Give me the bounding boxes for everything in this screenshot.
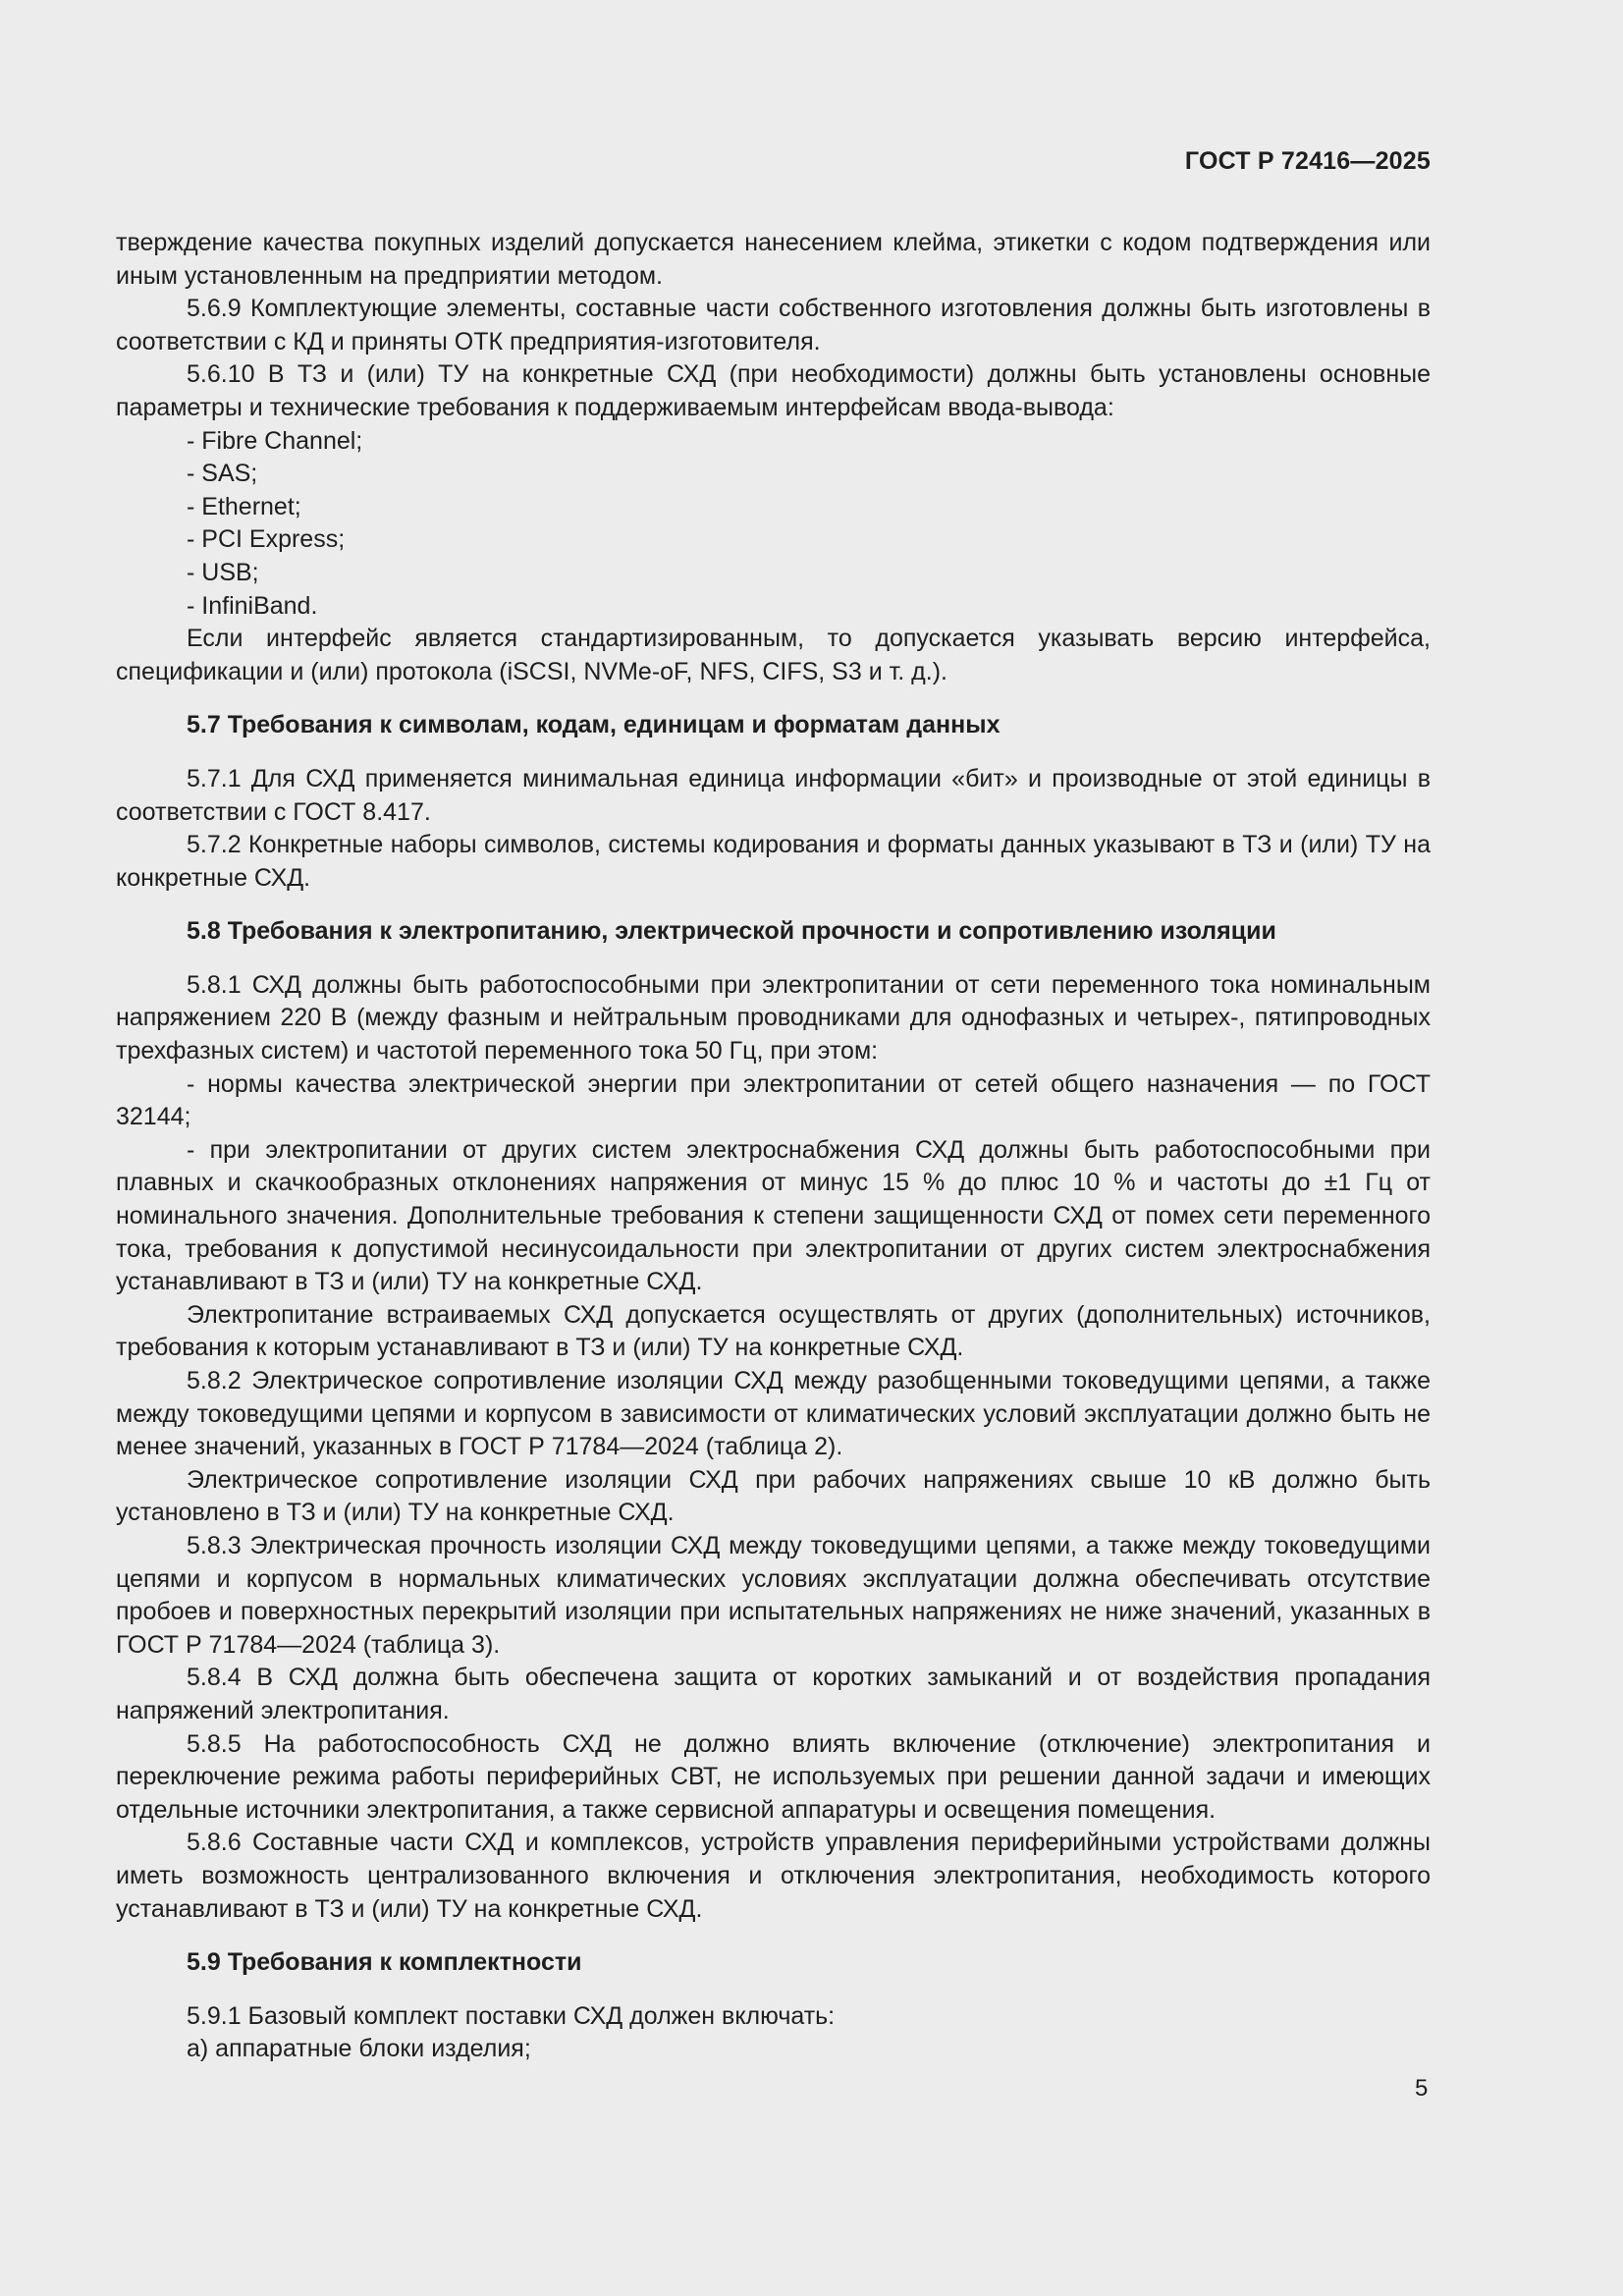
paragraph-5-8-1: 5.8.1 СХД должны быть работоспособными при электропитании от сети переменного тока номинальным напряжением 220 В (между фазным и нейтральным проводниками для однофазных и четырех-, пятипроводных трехфазных систем) и частотой переменного тока 50 Гц, при этом: (116, 970, 1431, 1066)
section-heading-5-9: 5.9 Требования к комплектности (187, 1948, 582, 1977)
paragraph-5-9-1-a: а) аппаратные блоки изделия; (187, 2035, 531, 2063)
section-heading-5-8: 5.8 Требования к электропитанию, электрической прочности и сопротивлению изоляции (187, 917, 1276, 946)
paragraph-5-6-10: 5.6.10 В ТЗ и (или) ТУ на конкретные СХД (при необходимости) должны быть установлены основные параметры и технические требования к поддерживаемым интерфейсам ввода-вывода: (116, 360, 1431, 421)
section-heading-5-7: 5.7 Требования к символам, кодам, единицам и форматам данных (187, 711, 1001, 739)
paragraph-5-8-3: 5.8.3 Электрическая прочность изоляции СХД между токоведущими цепями, а также между токоведущими цепями и корпусом в нормальных климатических условиях эксплуатации должна обеспечивать отсутствие пробоев и поверхностных перекрытий изоляции при испытательных напряжениях не ниже значений, указанных в ГОСТ Р 71784—2024 (таблица 3). (116, 1531, 1431, 1659)
page-number: 5 (1415, 2075, 1429, 2102)
list-item: - PCI Express; (187, 525, 346, 554)
list-item: - SAS; (187, 460, 258, 488)
paragraph-5-8-1-other-systems: - при электропитании от других систем электроснабжения СХД должны быть работоспособными при плавных и скачкообразных отклонениях напряжения от минус 15 % до плюс 10 % и частоты до ±1 Гц от номинального значения. Дополнительные требования к степени защищенности СХД от помех сети переменного тока, требования к допустимой несинусоидальности при электропитании от других систем электроснабжения устанавливают в ТЗ и (или) ТУ на конкретные СХД. (116, 1135, 1431, 1296)
paragraph-5-8-6: 5.8.6 Составные части СХД и комплексов, устройств управления периферийными устройствами должны иметь возможность централизованного включения и отключения электропитания, необходимость которого устанавливают в ТЗ и (или) ТУ на конкретные СХД. (116, 1829, 1431, 1923)
paragraph-5-7-1: 5.7.1 Для СХД применяется минимальная единица информации «бит» и производные от этой единицы в соответствии с ГОСТ 8.417. (116, 764, 1431, 826)
paragraph-5-8-1-embedded: Электропитание встраиваемых СХД допускается осуществлять от других (дополнительных) источников, требования к которым устанавливают в ТЗ и (или) ТУ на конкретные СХД. (116, 1300, 1431, 1362)
paragraph-5-8-2: 5.8.2 Электрическое сопротивление изоляции СХД между разобщенными токоведущими цепями, а также между токоведущими цепями и корпусом в зависимости от климатических условий эксплуатации должно быть не менее значений, указанных в ГОСТ Р 71784—2024 (таблица 2). (116, 1367, 1431, 1461)
interfaces-list (116, 425, 1431, 624)
paragraph-5-8-5: 5.8.5 На работоспособность СХД не должно влиять включение (отключение) электропитания и переключение режима работы периферийных СВТ, не используемых при решении данной задачи и имеющих отдельные источники электропитания, а также сервисной аппаратуры и освещения помещения. (116, 1729, 1431, 1824)
document-code-header: ГОСТ Р 72416—2025 (1184, 147, 1431, 175)
list-item: - Ethernet; (187, 492, 301, 520)
paragraph-5-7-2: 5.7.2 Конкретные наборы символов, системы кодирования и форматы данных указывают в ТЗ и (или) ТУ на конкретные СХД. (116, 831, 1431, 892)
paragraph-interface-standard: Если интерфейс является стандартизированным, то допускается указывать версию интерфейса, спецификации и (или) протокола (iSCSI, NVMe-oF, NFS, CIFS, S3 и т. д.). (116, 625, 1431, 685)
paragraph-intro: тверждение качества покупных изделий допускается нанесением клейма, этикетки с кодом подтверждения или иным установленным на предприятии методом. (116, 229, 1431, 290)
page-body (116, 227, 1431, 2066)
paragraph-5-9-1: 5.9.1 Базовый комплект поставки СХД должен включать: (187, 2001, 836, 2030)
paragraph-5-8-4: 5.8.4 В СХД должна быть обеспечена защита от коротких замыканий и от воздействия пропадания напряжений электропитания. (116, 1664, 1431, 1724)
paragraph-5-6-9: 5.6.9 Комплектующие элементы, составные части собственного изготовления должны быть изготовлены в соответствии с КД и приняты ОТК предприятия-изготовителя. (116, 295, 1431, 355)
paragraph-5-8-1-power-quality: - нормы качества электрической энергии при электропитании от сетей общего назначения — по ГОСТ 32144; (116, 1069, 1431, 1131)
list-item: - USB; (187, 558, 259, 586)
list-item: - Fibre Channel; (187, 426, 363, 455)
list-item: - InfiniBand. (187, 591, 318, 620)
paragraph-5-8-2-high-voltage: Электрическое сопротивление изоляции СХД при рабочих напряжениях свыше 10 кВ должно быть установлено в ТЗ и (или) ТУ на конкретные СХД. (116, 1465, 1431, 1527)
